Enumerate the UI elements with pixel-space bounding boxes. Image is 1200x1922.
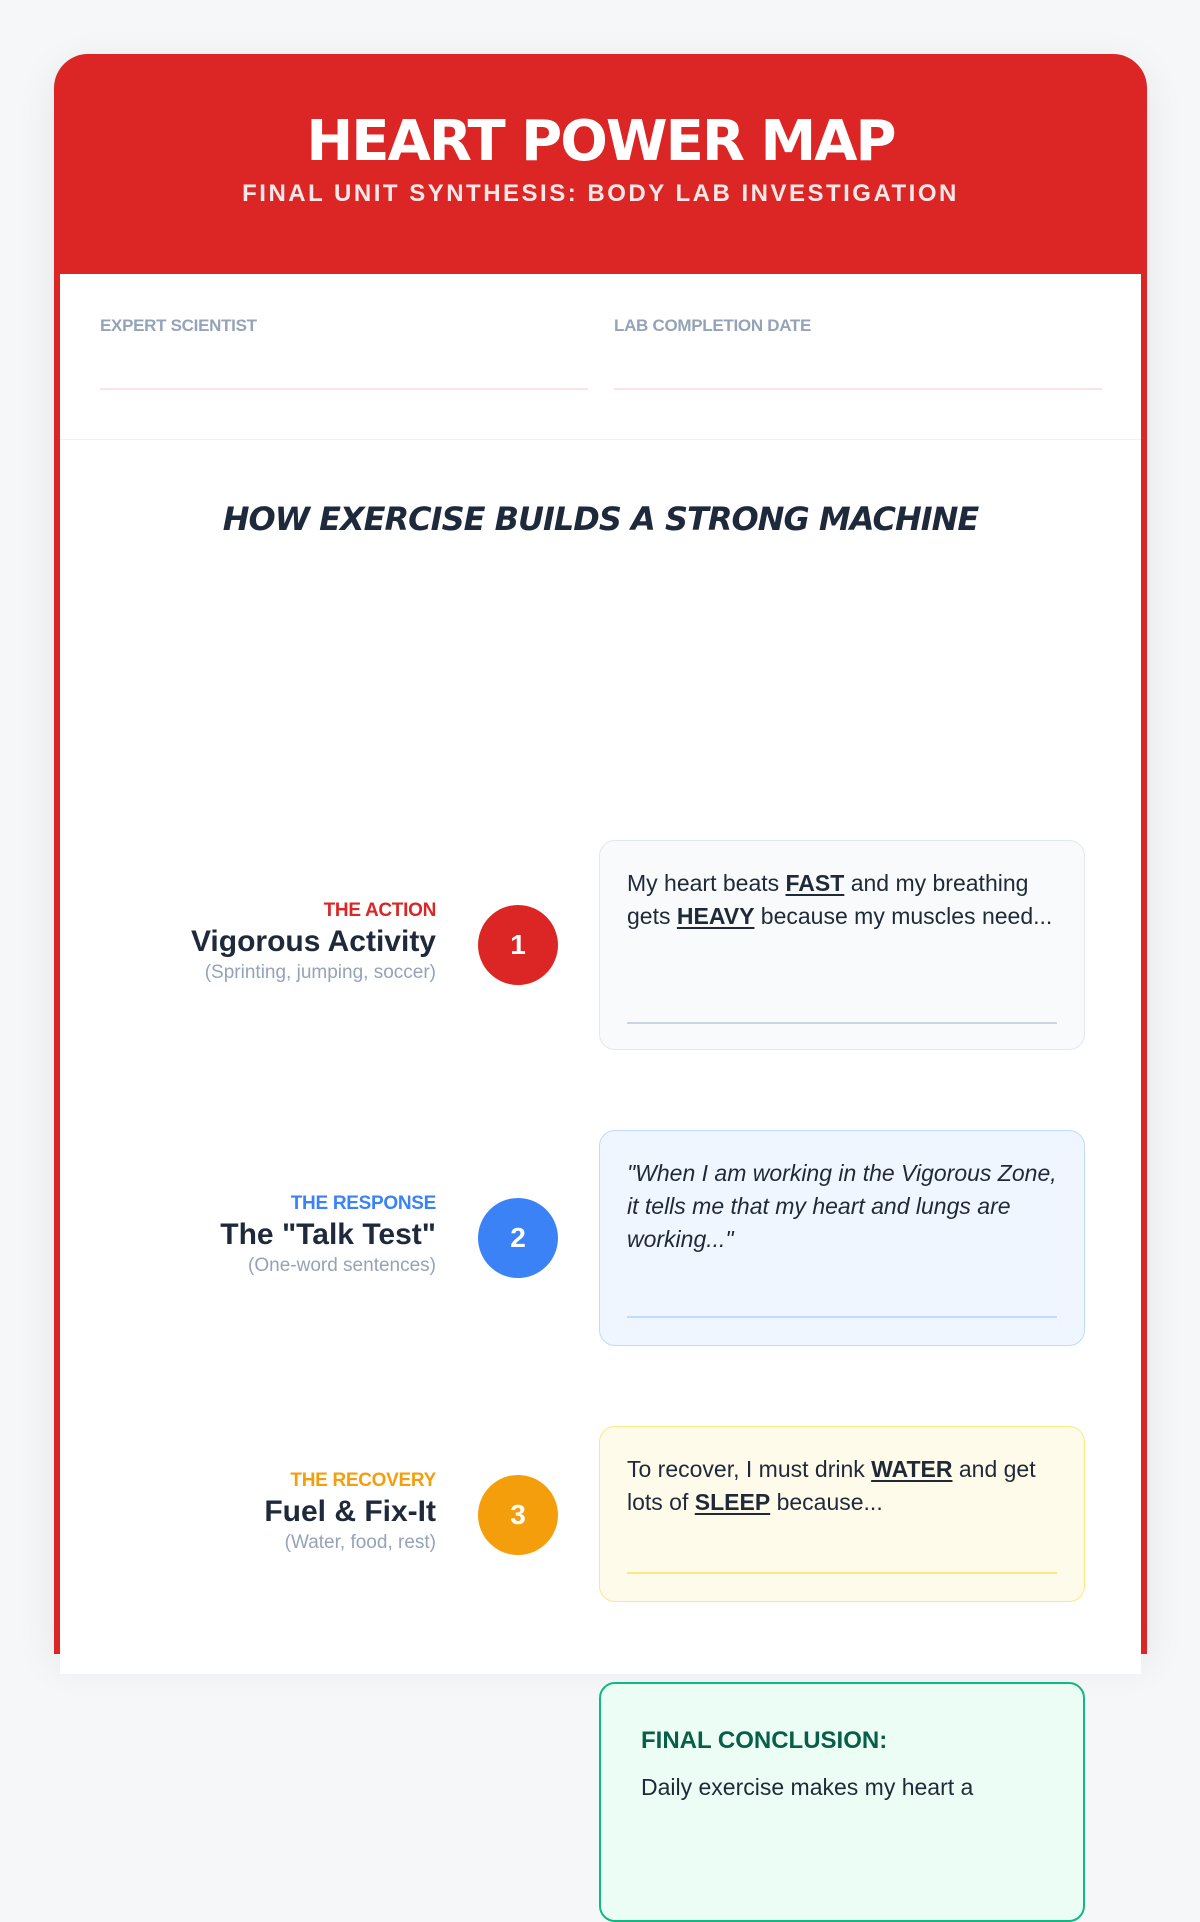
step-2-answer-line[interactable] [627, 1316, 1057, 1318]
step-2-note: (One-word sentences) [248, 1255, 436, 1276]
step-2-number-badge: 2 [478, 1198, 558, 1278]
step-3-info [100, 1470, 436, 1554]
info-fields [60, 274, 1141, 440]
step-1-prompt: My heart beats FAST and my breathing gets HEAVY because my muscles need... [627, 870, 1053, 929]
step-3-answer-box[interactable] [599, 1426, 1085, 1602]
conclusion-title: FINAL CONCLUSION: [641, 1727, 888, 1754]
step-2-answer-box[interactable] [599, 1130, 1085, 1346]
scientist-label: EXPERT SCIENTIST [100, 316, 257, 335]
step-3-tag: THE RECOVERY [290, 1470, 436, 1491]
step-3-name: Fuel & Fix-It [264, 1495, 436, 1528]
final-conclusion-box[interactable] [599, 1682, 1085, 1922]
step-1-number-badge: 1 [478, 905, 558, 985]
step-1-tag: THE ACTION [323, 900, 436, 921]
page-title: HEART POWER MAP [306, 109, 895, 174]
date-field [614, 316, 1102, 390]
worksheet-card [54, 54, 1147, 1800]
step-3-prompt: To recover, I must drink WATER and get lots of SLEEP because... [627, 1456, 1036, 1515]
scientist-field [100, 316, 588, 390]
worksheet-body [60, 274, 1141, 1800]
step-2-prompt: "When I am working in the Vigorous Zone, it tells me that my heart and lungs are working..." [627, 1160, 1057, 1252]
step-2-tag: THE RESPONSE [290, 1193, 436, 1214]
date-label: LAB COMPLETION DATE [614, 316, 812, 335]
scientist-input-line[interactable] [100, 388, 588, 390]
step-1-name: Vigorous Activity [190, 925, 436, 958]
step-3-note: (Water, food, rest) [284, 1532, 436, 1553]
step-3-answer-line[interactable] [627, 1572, 1057, 1574]
step-3-number-badge: 3 [478, 1475, 558, 1555]
step-2-info [100, 1193, 436, 1277]
step-1-answer-line[interactable] [627, 1022, 1057, 1024]
step-1-answer-box[interactable] [599, 840, 1085, 1050]
date-input-line[interactable] [614, 388, 1102, 390]
header [60, 54, 1141, 274]
conclusion-text: Daily exercise makes my heart a [641, 1774, 974, 1800]
page-subtitle: FINAL UNIT SYNTHESIS: BODY LAB INVESTIGATION [242, 180, 959, 207]
section-title: HOW EXERCISE BUILDS A STRONG MACHINE [222, 500, 979, 538]
step-1-info [100, 900, 436, 984]
step-1-note: (Sprinting, jumping, soccer) [204, 962, 436, 983]
step-2-name: The "Talk Test" [220, 1218, 436, 1251]
